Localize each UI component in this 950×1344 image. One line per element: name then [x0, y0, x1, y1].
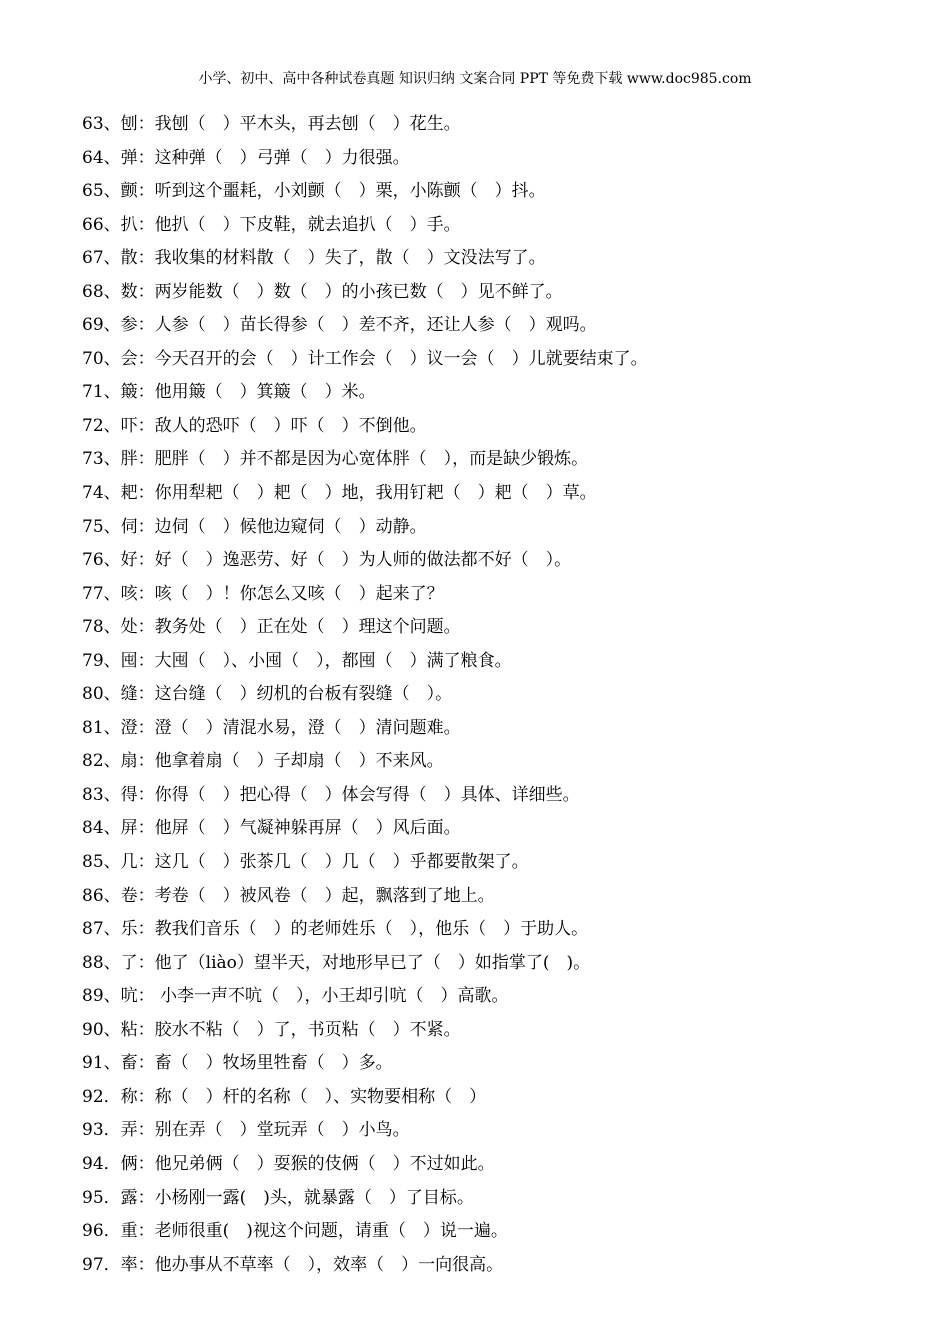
question-line: 70、会：今天召开的会（ ）计工作会（ ）议一会（ ）儿就要结束了。	[82, 348, 648, 369]
question-line: 75、伺：边伺（ ）候他边窥伺（ ）动静。	[82, 516, 427, 537]
question-line: 83、得：你得（ ）把心得（ ）体会写得（ ）具体、详细些。	[82, 784, 580, 805]
question-line: 63、刨：我刨（ ）平木头，再去刨（ ）花生。	[82, 114, 461, 134]
question-line: 68、数：两岁能数（ ）数（ ）的小孩已数（ ）见不鲜了。	[82, 281, 563, 302]
question-line: 97．率：他办事从不草率（ ），效率（ ）一向很高。	[82, 1254, 504, 1275]
question-line: 82、扇：他拿着扇（ ）子却扇（ ）不来风。	[82, 751, 444, 772]
question-line: 88、了：他了（liào）望半天，对地形早已了（ ）如指掌了( )。	[82, 952, 591, 973]
question-line: 69、参：人参（ ）苗长得参（ ）差不齐，还让人参（ ）观吗。	[82, 315, 597, 336]
question-line: 79、囤：大囤（ ）、小囤（ ），都囤（ ）满了粮食。	[82, 650, 512, 671]
question-line: 76、好：好（ ）逸恶劳、好（ ）为人师的做法都不好（ ）。	[82, 550, 572, 571]
question-line: 81、澄：澄（ ）清混水易，澄（ ）清问题难。	[82, 717, 461, 738]
question-line: 89、吭： 小李一声不吭（ ），小王却引吭（ ）高歌。	[82, 986, 509, 1007]
question-line: 91、畜：畜（ ）牧场里牲畜（ ）多。	[82, 1053, 393, 1074]
question-line: 78、处：教务处（ ）正在处（ ）理这个问题。	[82, 617, 461, 638]
question-line: 90、粘：胶水不粘（ ）了，书页粘（ ）不紧。	[82, 1019, 461, 1040]
question-line: 64、弹：这种弹（ ）弓弹（ ）力很强。	[82, 147, 410, 168]
question-line: 74、耙：你用犁耙（ ）耙（ ）地，我用钉耙（ ）耙（ ）草。	[82, 483, 597, 504]
question-line: 96．重：老师很重( )视这个问题，请重（ ）说一遍。	[82, 1221, 508, 1242]
question-line: 94．俩：他兄弟俩（ ）耍猴的伎俩（ ）不过如此。	[82, 1153, 495, 1174]
question-line: 85、几：这几（ ）张茶几（ ）几（ ）乎都要散架了。	[82, 852, 529, 873]
question-line: 65、颤：听到这个噩耗，小刘颤（ ）栗，小陈颤（ ）抖。	[82, 181, 546, 202]
question-line: 86、卷：考卷（ ）被风卷（ ）起，飘落到了地上。	[82, 885, 495, 906]
question-line: 80、缝：这台缝（ ）纫机的台板有裂缝（ ）。	[82, 684, 453, 705]
question-list	[82, 111, 648, 1285]
question-line: 66、扒：他扒（ ）下皮鞋，就去追扒（ ）手。	[82, 214, 461, 235]
question-line: 87、乐：教我们音乐（ ）的老师姓乐（ ），他乐（ ）于助人。	[82, 919, 589, 940]
question-line: 72、吓：敌人的恐吓（ ）吓（ ）不倒他。	[82, 415, 427, 436]
question-line: 67、散：我收集的材料散（ ）失了，散（ ）文没法写了。	[82, 248, 546, 269]
question-line: 95．露：小杨刚一露( )头，就暴露（ ）了目标。	[82, 1187, 474, 1208]
question-line: 77、咳：咳（ ）！你怎么又咳（ ）起来了？	[82, 583, 444, 604]
question-line: 93．弄：别在弄（ ）堂玩弄（ ）小鸟。	[82, 1120, 410, 1141]
question-line: 73、胖：肥胖（ ）并不都是因为心宽体胖（ ），而是缺少锻炼。	[82, 449, 589, 470]
question-line: 71、簸：他用簸（ ）箕簸（ ）米。	[82, 382, 376, 403]
page-header: 小学、初中、高中各种试卷真题 知识归纳 文案合同 PPT 等免费下载 www.doc985.com	[198, 71, 752, 87]
question-line: 92．称：称（ ）杆的名称（ ）、实物要相称（ ）	[82, 1086, 487, 1107]
question-line: 84、屏：他屏（ ）气凝神躲再屏（ ）风后面。	[82, 818, 461, 839]
